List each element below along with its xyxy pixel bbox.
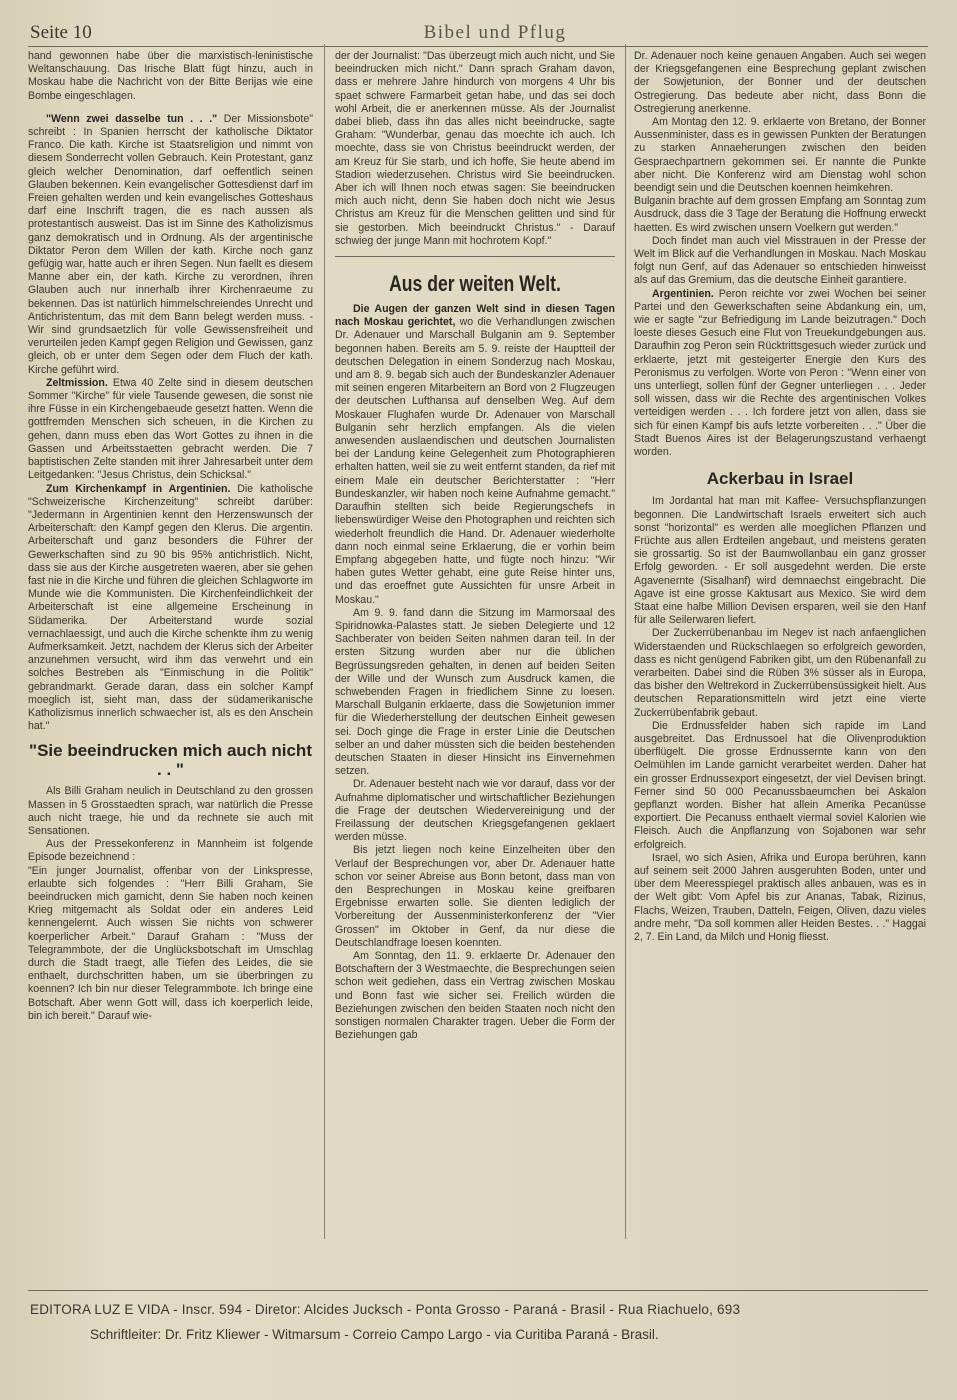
article-paragraph	[634, 288, 926, 460]
paragraph-text: wo die Verhandlungen zwischen Dr. Adenauer und Marschall Bulganin am 9. September begonnen haben. Bereits am 5. 9. reiste der Hauptteil der deutschen Delegation in einem Sonderzug nach Moskau, und am 8. 9. begab sich auch der Bundeskanzler Adenauer mit seinen engeren Mitarbeitern an Bord von 2 Flugzeugen der deutschen Lufthansa auf denselben Weg. Auf dem Moskauer Flughafen wurde Dr. Adenauer von Marschall Bulganin sehr herzlich empfangen. Als die vielen anwesenden auslaendischen und deutschen Journalisten bei der Landung keine Gelegenheit zum Photographieren erhalten hatten, weil sie zu weit entfernt standen, da rief mit einem Male ein deutscher Berichterstatter : "Herr Bundeskanzler, wir haben noch keine Aufnahme gemacht." Daraufhin stellten sich beide Regierungschefs in liebenswürdiger Weise den Photographen und reichten sich wiederholt freundlich die Hand. Dr. Adenauer wiederholte dann noch einmal seine Erklaerung, die er vorhin beim Empfang abgegeben hatte, und fügte noch hinzu: "Wir haben gutes Wetter gehabt, eine gute Reise hinter uns, und das eroeffnet gute Aussichten für unsre Arbeit in Moskau."	[335, 316, 615, 606]
paragraph-text: Der Missionsbote" schreibt : In Spanien herrscht der katholische Diktator Franco. Die kath. Kirche ist Staatsreligion und nimmt von diesem Sonderrecht vollen Gebrauch. Kein Protestant, ganz gleich welcher Denomination, darf oeffentlich seinen Glauben bekennen. Kein evangelischer Gottesdienst darf im Freien gehalten werden und kein evangelisches Gotteshaus darf eine Inschrift tragen, die es nach aussen als protestantisch ausweist. Das ist im Sinne des Katholizismus ganz demokratisch und in Ordnung. Als der argentinische Diktator Peron dem Willen der kath. Kirche noch ganz gefügig war, hatte auch er ihren Segen. Nun faellt es diesem Manne aber ein, der kath. Kirche zu verordnen, ihren Glauben auch nur innerhalb ihrer Kirchenraeume zu bekennen. Das ist natürlich himmelschreiendes Unrecht und Antichristentum, das mit dem Bann belegt werden muss. - Wir sind grundsaetzlich für volle Gewissensfreiheit und verurteilen jeden Kampf gegen Religion und Gewissen, ganz gleich, ob er unter dem Segen oder dem Fluch der kath. Kirche geführt wird.	[28, 112, 313, 376]
article-paragraph: Bis jetzt liegen noch keine Einzelheiten über den Verlauf der Besprechungen vor, aber Dr. Adenauer hatte schon vor seiner Abreise aus Bonn betont, dass man von den Besprechungen in Moskau keine greifbaren Ergebnisse erwarten solle. Sie dienten lediglich der Vorbereitung der Aussenministerkonferenz der "Vier Grossen" im Oktober in Genf, da nur diese die Deutschlandfrage loesen koennten.	[335, 844, 615, 949]
column-divider-2	[625, 44, 626, 1239]
article-paragraph: Am Montag den 12. 9. erklaerte von Bretano, der Bonner Aussenminister, dass es in gewissen Punkten der Beratungen zu starken Annaeherungen zwischen den beiden Gespraechpartnern gekommen sei. Er nannte die Punkte aber nicht. Die Konferenz wird am Dienstag wohl schon beendigt sein und die Deutschen koennen heimkehren.	[634, 116, 926, 195]
page-number: Seite 10	[30, 22, 92, 43]
paragraph-lead: "Wenn zwei dasselbe tun . . ."	[46, 112, 218, 125]
article-paragraph: Am Sonntag, den 11. 9. erklaerte Dr. Adenauer den Botschaftern der 3 Westmaechte, die Besprechungen seien schon weit gediehen, dass ein Vertrag zwischen Moskau und Bonn fast wie sicher sei. Freilich würden die Beziehungen zwischen den beiden Staaten noch nicht den sonstigen normalen Charakter tragen. Ueber die Form der Beziehungen gab	[335, 950, 615, 1042]
article-paragraph: Bulganin brachte auf dem grossen Empfang am Sonntag zum Ausdruck, dass die 3 Tage der Beratung die Hoffnung erweckt haetten. Es wird zwischen unsern Voelkern gut werden."	[634, 195, 926, 234]
article-heading: Ackerbau in Israel	[706, 469, 854, 489]
editor-line: Schriftleiter: Dr. Fritz Kliewer - Witmarsum - Correio Campo Largo - via Curitiba Paraná - Brasil.	[90, 1327, 659, 1342]
article-paragraph: Am 9. 9. fand dann die Sitzung im Marmorsaal des Spiridnowka-Palastes statt. Je sieben Delegierte und 12 Sachberater von beiden Seiten nahmen daran teil. In der ersten Sitzung wurden aber nur die üblichen Begrüssungsreden gehalten, in denen auf beiden Seiten der Wille und der Wunsch zum Ausdruck kamen, die schwebenden Fragen in friedlichem Sinne zu loesen. Marschall Bulganin erklaerte, dass die Sowjetunion immer für die Wiederherstellung der deutschen Einheit gewesen sei. Doch ginge die Frage in erster Linie die Deutschen selber an und daher müssten sich die beiden bestehenden deutschen Staaten in dieser Hinsicht ins Einvernehmen setzen.	[335, 606, 615, 778]
paragraph-lead: Zeltmission.	[46, 376, 108, 389]
article-paragraph: "Ein junger Journalist, offenbar von der Linkspresse, erlaubte sich folgendes : "Herr Billi Graham, Sie beeindrucken mich garnicht, denn Sie haben noch keinen Krieg mitgemacht als Soldat oder ein anderes Leid kennengelernt. Auch wissen Sie nichts von schwerer koerperlicher Arbeit." Darauf Graham : "Muss der Telegrammbote, der die Unglücksbotschaft im Umschlag durch die Stadt traegt, alle Tiefen des Leides, die sie enthaelt, durchschritten haben, um sie überbringen zu koennen? Ich bin nur dieser Telegrammbote. Ich bringe eine Botschaft. Aber wenn Gott will, dass ich koerperlich leide, bin ich bereit." Darauf wie-	[28, 864, 313, 1022]
article-paragraph: der der Journalist: "Das überzeugt mich auch nicht, und Sie beeindrucken mich nicht." Dann sprach Graham davon, dass er mehrere Jahre hindurch von morgens 4 Uhr bis spaet schwere Farmarbeit getan habe, und das sei doch wohl Arbeit, die er anerkennen müsse. Als der Journalist dabei blieb, dass ihn das alles nicht beeindrucke, sagte Graham: "Wunderbar, genau das moechte ich auch. Ich moechte, dass sie von Christus beeindruckt werden, der am Kreuz für Sie starb, und ich hoffe, Sie heute abend im Stadion wiederzusehen. Christus wird Sie beeindrucken. Aber ich will Ihnen noch etwas sagen: Sie beeindrucken mich auch nicht, denn Sie haben doch nicht wie Jesus Christus am Kreuz für die Menschen gelitten und sind für sie gestorben. Mich beeindruckt Christus." - Darauf schwieg der junge Mann mit hochrotem Kopf."	[335, 50, 615, 247]
article-paragraph: Der Zuckerrübenanbau im Negev ist nach anfaenglichen Widerstaenden und Rückschlaegen so erfolgreich geworden, dass es nicht genügend Fabriken gibt, um den Rübenanfall zu verarbeiten. Dabei sind die Rüben 3% süsser als in Europa, das bisher den Weltrekord in Zuckerrübensüssigkeit hielt. Aus deutschen Reparationsmitteln wird jetzt eine vierte Zuckerrübenfabrik gebaut.	[634, 627, 926, 719]
article-paragraph	[28, 113, 313, 377]
article-paragraph: Israel, wo sich Asien, Afrika und Europa berühren, kann auf seinem seit 2000 Jahren ausgeruhten Boden, unter und über dem Meeresspiegel praktisch alles anbauen, was es in der Welt gibt: Vom Apfel bis zur Ananas, Tabak, Rizinus, Flachs, Weizen, Trauben, Datteln, Feigen, Oliven, dazu vieles andre mehr, "Da soll kommen aller Heiden Bestes. . ." Haggai 2, 7. Ein Land, da Milch und Honig fliesst.	[634, 851, 926, 943]
paragraph-lead: Argentinien.	[652, 287, 714, 300]
article-heading: Aus der weiten Welt.	[389, 271, 561, 297]
paragraph-text: Peron reichte vor zwei Wochen bei seiner Partei und den Gewerkschaften seine Abdankung ein, um, wie er sagte "zur Befriedigung im Lande beizutragen." Doch loeste dieses Gesuch eine Flut von Treuekundgebungen aus. Daraufhin zog Peron sein Rücktrittsgesuch wieder zurück und erklaerte, jetzt mit gesteigerter Energie den Kurs des Peronismus zu verfolgen. Worte von Peron : "Wenn einer von uns unterliegt, sollen fünf der Gegner unterliegen . . . Jeder soll wissen, dass wir die Rechte des argentinischen Volkes verteidigen werden . . . Ich fordere jetzt von allen, dass sie sich für einen Kampf bis aufs letzte vorbereiten . . ." Über die Stadt Buenos Aires ist der Belagerungszustand verhaengt worden.	[634, 287, 926, 459]
section-rule	[335, 256, 615, 257]
article-paragraph: Dr. Adenauer besteht nach wie vor darauf, dass vor der Aufnahme diplomatischer und wirtschaftlicher Beziehungen die Frage der deutschen Wiedervereinigung und der Freilassung der deutschen Kriegsgefangenen geklaert werden müsse.	[335, 778, 615, 844]
article-paragraph	[28, 483, 313, 734]
article-paragraph: Die Erdnussfelder haben sich rapide im Land ausgebreitet. Das Erdnussoel hat die Olivenproduktion überflügelt. Die grosse Erdnussernte kann von den Oelmühlen im Lande garnicht verarbeitet werden. Daher hat ein grosser Erdnussexport eingesetzt, der viel Devisen bringt. Ferner sind 50 000 Pecanussbaeumchen bei Askalon gepflanzt worden. Bisher hat allein Amerika Pecanüsse exportiert. Die Pecanuss enthaelt viermal soviel Kalorien wie Fleisch. Auch die Anpflanzung von Sojabonen war sehr erfolgreich.	[634, 719, 926, 851]
article-paragraph: Im Jordantal hat man mit Kaffee- Versuchspflanzungen begonnen. Die Landwirtschaft Israels erweitert sich auch sonst "horizontal" es werden alle moeglichen Pflanzen und Früchte aus allen Erdteilen angebaut, und meistens geraten sie grossartig. So ist der Baumwollanbau ein ganz grosser Erfolg geworden. - Er soll ausgedehnt werden. Die erste Agavenernte (Sisalhanf) wird demnaechst eingebracht. Die Agave ist eine grosse Kaktusart aus Mexico. Sie wird dem Staat eine halbe Million Devisen ersparen, weil sie den Hanf für alle Seilerwaren liefert.	[634, 495, 926, 627]
column-2	[335, 50, 615, 1235]
article-paragraph: Aus der Pressekonferenz in Mannheim ist folgende Episode bezeichnend :	[28, 838, 313, 864]
publisher-line: EDITORA LUZ E VIDA - Inscr. 594 - Diretor: Alcides Jucksch - Ponta Grosso - Paraná - Brasil - Rua Riachuelo, 693	[30, 1302, 741, 1317]
paragraph-text: Die katholische "Schweizerische Kirchenzeitung" schreibt darüber: "Jedermann in Argentinien kennt den Herzenswunsch der Arbeiterschaft: den Kampf gegen den Klerus. Die argentin. Arbeiterschaft und ganz besonders die Führer der Gewerkschaften sind zu 90 bis 95% antichristlich. Nicht, dass sie aus der Kirche ausgetreten waeren, aber sie gehen fast nie in die Kirche und führen die gleichen Schlagworte im Munde wie die Kommunisten. Die Kirchenfeindlichkeit der Arbeiterschaft ist eine allgemeine Erscheinung in Südamerika. Der Arbeiterstand wurde sozial vernachlaessigt, und auch die Kirche schenkte ihm zu wenig Aufmerksamkeit. Jetzt, nachdem der Klerus sich der Arbeiter anzunehmen versucht, wird ihm das verwehrt und ein solches Bestreben als "Einmischung in die Politik" gebrandmarkt. Gerade daran, dass ein solcher Kampf moeglich ist, sieht man, dass der südamerikanische Katholizismus innerlich schwaecher ist, als es den Anschein hat."	[28, 482, 313, 733]
publication-title: Bibel und Pflug	[423, 22, 567, 43]
header-rule	[28, 46, 928, 47]
footer-rule	[28, 1290, 928, 1291]
column-3	[634, 50, 926, 1235]
column-divider-1	[324, 44, 325, 1239]
article-paragraph: Als Billi Graham neulich in Deutschland zu den grossen Massen in 5 Grosstaedten sprach, war natürlich die Presse auch nicht traege, hie und da rechnete sie auch mit Sensationen.	[28, 785, 313, 837]
article-heading: "Sie beeindrucken mich auch nicht . . "	[29, 741, 312, 780]
article-paragraph: Doch findet man auch viel Misstrauen in der Presse der Welt im Blick auf die Verhandlungen in Moskau. Nach Moskau folgt nun Genf, auf das Adenauer so entschieden hinweisst als auf das Gremium, das die deutsche Einheit garantiere.	[634, 234, 926, 287]
article-paragraph: hand gewonnen habe über die marxistisch-leninistische Weltanschauung. Das Irische Blatt fügt hinzu, auch in Moskau habe die Nachricht von der Bitte Berijas wie eine Bombe eingeschlagen.	[28, 50, 313, 102]
paragraph-lead: Zum Kirchenkampf in Argentinien.	[46, 482, 231, 495]
article-paragraph	[28, 377, 313, 483]
paragraph-text: Etwa 40 Zelte sind in diesem deutschen Sommer "Kirche" für viele Tausende gewesen, die sonst nie ihre Füsse in ein Kirchengebaeude gesetzt hatten. Wenn die gottfremden Menschen sich scheuen, in die Kirchen zu gehen, dann muss eben das Wort Gottes zu ihnen in die Gassen und Arbeitsstaetten gebracht werden. Die 7 baptistischen Zelte standen mit ihrer Jahresarbeit unter dem Leitgedanken: "Jesus Christus, dein Schicksal."	[28, 376, 313, 482]
article-paragraph: Dr. Adenauer noch keine genauen Angaben. Auch sei wegen der Kriegsgefangenen eine Besprechung geplant zwischen der Sowjetunion, der Bonner und der deutschen Ostregierung. Das bedeute aber nicht, dass Bonn die Ostregierung anerkenne.	[634, 50, 926, 115]
article-paragraph	[335, 303, 615, 607]
paragraph-lead: Die Augen der ganzen Welt sind in diesen Tagen nach Moskau gerichtet,	[335, 303, 615, 329]
column-1	[28, 50, 313, 1235]
